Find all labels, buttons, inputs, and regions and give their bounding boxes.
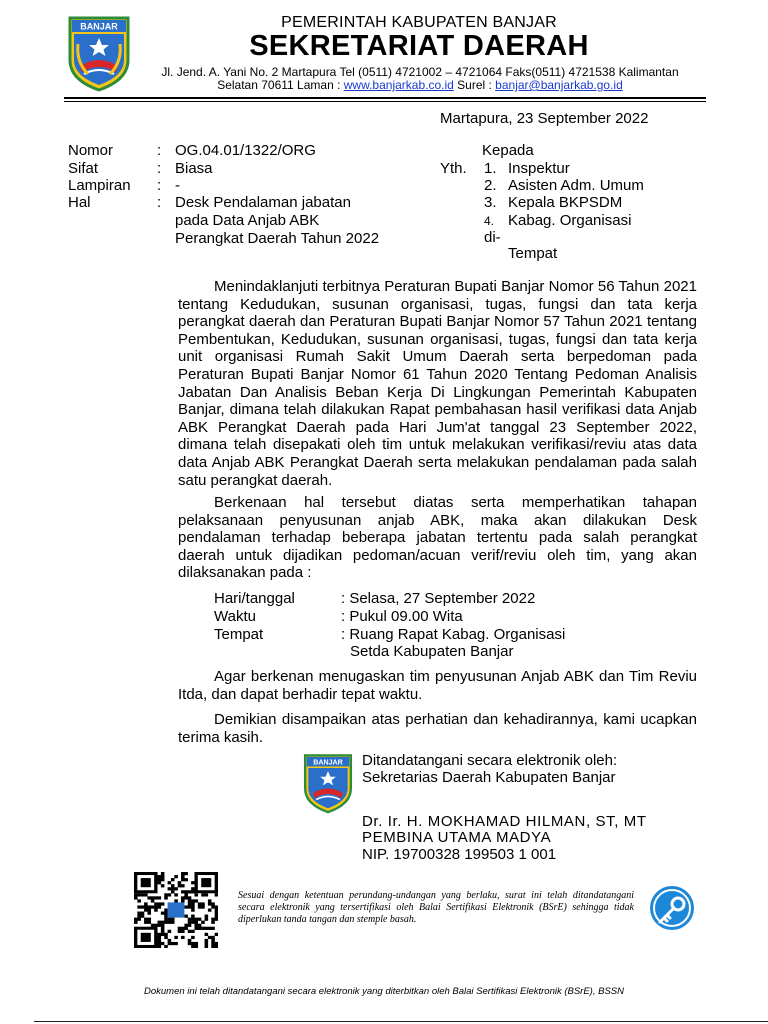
- signatory-nip: NIP. 19700328 199503 1 001: [362, 846, 557, 863]
- sifat-value: Biasa: [175, 160, 213, 177]
- schedule-label-time: Waktu: [214, 608, 256, 625]
- address-line-2-text: Selatan 70611 Laman :: [217, 78, 344, 92]
- recipient-1-name: Inspektur: [508, 160, 570, 177]
- letter-date: Martapura, 23 September 2022: [440, 110, 649, 127]
- address-line-2: [140, 79, 700, 92]
- signatory-name: Dr. Ir. H. MOKHAMAD HILMAN, ST, MT: [362, 813, 647, 830]
- recipient-3-num: 3.: [484, 194, 497, 211]
- signatory-rank: PEMBINA UTAMA MADYA: [362, 829, 552, 846]
- body-paragraph-3: Agar berkenan menugaskan tim penyusunan Anjab ABK dan Tim Reviu Itda, dan dapat berhadir tepat waktu.: [178, 668, 697, 703]
- email-link[interactable]: banjar@banjarkab.go.id: [495, 78, 623, 92]
- letterhead-rule-thick: [64, 97, 706, 99]
- bsre-icon: [648, 884, 696, 932]
- signature-logo: [302, 752, 354, 814]
- schedule-value-time: : Pukul 09.00 Wita: [341, 608, 463, 625]
- sifat-colon: :: [157, 160, 162, 177]
- recipient-2-num: 2.: [484, 177, 497, 194]
- logo-text: BANJAR: [80, 21, 118, 32]
- schedule-label-place: Tempat: [214, 626, 264, 643]
- schedule-label-date: Hari/tanggal: [214, 590, 295, 607]
- lampiran-label: Lampiran: [68, 177, 131, 194]
- recipient-3-name: Kepala BKPSDM: [508, 194, 623, 211]
- hal-line-3: Perangkat Daerah Tahun 2022: [175, 230, 380, 247]
- nomor-colon: :: [157, 142, 162, 159]
- address-line-1: Jl. Jend. A. Yani No. 2 Martapura Tel (0511) 4721002 – 4721064 Faks(0511) 4721538 Kalimantan: [161, 65, 679, 79]
- letterhead-rule-thin: [64, 101, 706, 102]
- hal-colon: :: [157, 194, 162, 211]
- recipient-4-name: Kabag. Organisasi: [508, 212, 632, 229]
- yth-label: Yth.: [440, 160, 467, 177]
- hal-line-1: Desk Pendalaman jabatan: [175, 194, 351, 211]
- signature-line-2: Sekretarias Daerah Kabupaten Banjar: [362, 769, 616, 786]
- page-footer: Dokumen ini telah ditandatangani secara elektronik yang diterbitkan oleh Balai Sertifikasi Elektronik (BSrE), BSSN: [144, 986, 624, 997]
- hal-label: Hal: [68, 194, 91, 211]
- footer-rule: [34, 1021, 768, 1022]
- recipient-2-name: Asisten Adm. Umum: [508, 177, 644, 194]
- nomor-label: Nomor: [68, 142, 114, 159]
- office-name: SEKRETARIAT DAERAH: [249, 30, 589, 62]
- kepada-label: Kepada: [482, 142, 534, 159]
- hal-line-2: pada Data Anjab ABK: [175, 212, 320, 229]
- institution-name: PEMERINTAH KABUPATEN BANJAR: [281, 14, 557, 31]
- recipient-4-num: 4.: [484, 214, 495, 228]
- signature-line-1: Ditandatangani secara elektronik oleh:: [362, 752, 618, 769]
- nomor-value: OG.04.01/1322/ORG: [175, 142, 316, 159]
- email-label: Surel :: [453, 78, 496, 92]
- recipient-1-num: 1.: [484, 160, 497, 177]
- qr-code: [134, 872, 218, 948]
- website-link[interactable]: www.banjarkab.co.id: [343, 78, 454, 92]
- body-paragraph-4: Demikian disampaikan atas perhatian dan kehadirannya, kami ucapkan terima kasih.: [178, 711, 697, 746]
- lampiran-colon: :: [157, 177, 162, 194]
- schedule-value-date: : Selasa, 27 September 2022: [341, 590, 536, 607]
- office-address: [140, 66, 700, 92]
- tempat-label: Tempat: [508, 245, 558, 262]
- schedule-value-place: : Ruang Rapat Kabag. Organisasi: [341, 626, 566, 643]
- lampiran-value: -: [175, 177, 180, 194]
- sifat-label: Sifat: [68, 160, 99, 177]
- di-label: di-: [484, 229, 501, 246]
- esign-disclaimer: Sesuai dengan ketentuan perundang-undangan yang berlaku, surat ini telah ditandatangani secara elektronik yang tersertifikasi oleh Balai Sertifikasi Elektronik (BSrE) sehingga tidak diperlukan tanda tangan dan stemple basah.: [238, 890, 634, 925]
- body-paragraph-1: Menindaklanjuti terbitnya Peraturan Bupati Banjar Nomor 56 Tahun 2021 tentang Kedudukan, susunan organisasi, tugas, fungsi dan tata kerja perangkat daerah dan Peraturan Bupati Banjar Nomor 57 Tahun 2021 tentang Pembentukan, Kedudukan, susunan organisasi, tugas, fungsi dan tata kerja unit organisasi Rumah Sakit Umum Daerah serta berpedoman pada Peraturan Bupati Banjar Nomor 61 Tahun 2020 Tentang Pedoman Analisis Jabatan Dan Analisis Beban Kerja Di Lingkungan Pemerintah Kabupaten Banjar, dimana telah dilakukan Rapat pembahasan hasil verifikasi data Anjab ABK Perangkat Daerah pada Hari Jum'at tanggal 23 September 2022, dimana telah disepakati oleh tim untuk melakukan verifikasi/reviu atas data data Anjab ABK Perangkat Daerah serta melakukan pendalaman pada salah satu perangkat daerah.: [178, 278, 697, 489]
- schedule-value-place-2: Setda Kabupaten Banjar: [350, 643, 514, 660]
- body-paragraph-2: Berkenaan hal tersebut diatas serta memperhatikan tahapan pelaksanaan penyusunan anjab ABK, maka akan dilakukan Desk pendalaman terhadap beberapa jabatan tertentu pada salah perangkat daerah untuk dijadikan pedoman/acuan verif/reviu oleh tim, yang akan dilaksanakan pada :: [178, 494, 697, 582]
- signature-logo-text: BANJAR: [313, 758, 343, 767]
